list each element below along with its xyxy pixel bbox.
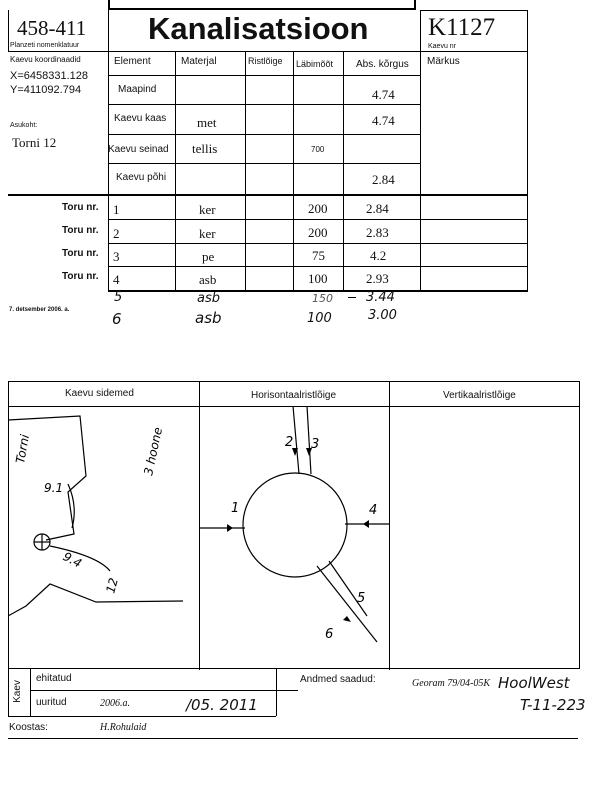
- hand-pipe-abs: 3.00: [368, 308, 397, 323]
- date-note: 7. detsember 2006. a.: [9, 307, 70, 313]
- data-source-label: Andmed saadud:: [300, 674, 376, 685]
- row-material: tellis: [192, 141, 218, 156]
- pipe-abs: 2.93: [366, 271, 389, 286]
- coord-x: X=6458331.128: [10, 70, 88, 82]
- hand-pipe-nr: 5: [114, 290, 123, 305]
- pipe-diameter: 75: [312, 248, 325, 263]
- pipe-diameter: 100: [308, 271, 328, 286]
- pipe-label: Toru nr.: [62, 202, 99, 213]
- surveyed-year: 2006.a.: [100, 698, 130, 709]
- col-notes: Märkus: [427, 56, 460, 67]
- sketch-label-distance: 9.4: [60, 549, 85, 571]
- hand-note: T-11-223: [520, 696, 586, 714]
- footer-side-label: Kaev: [11, 680, 23, 703]
- author-name: H.Rohulaid: [100, 722, 147, 733]
- row-element: Maapind: [118, 84, 157, 95]
- pipe-number: 5: [357, 591, 366, 606]
- coords-label: Kaevu koordinaadid: [10, 55, 81, 64]
- sketch-label-distance: 9.1: [44, 481, 64, 495]
- site-value: Torni 12: [12, 135, 57, 150]
- author-label: Koostas:: [9, 722, 48, 733]
- built-label: ehitatud: [36, 673, 72, 684]
- pipe-number: 3: [311, 437, 320, 452]
- flow-arrow: [363, 520, 369, 528]
- site-label: Asukoht:: [10, 122, 38, 129]
- pipe-number: 4: [369, 503, 378, 518]
- row-abs: 4.74: [372, 113, 395, 128]
- col-element: Element: [114, 56, 151, 67]
- well-number: K1127: [428, 14, 496, 41]
- hand-pipe-abs: 3.44: [366, 290, 395, 305]
- pipe-nr: 1: [113, 202, 120, 217]
- pipe-nr: 3: [113, 249, 120, 264]
- pipe-number: 6: [325, 627, 334, 642]
- page-title: Kanalisatsioon: [148, 11, 369, 46]
- sketch-label-distance: 12: [103, 576, 121, 595]
- record-card-top: [0, 0, 614, 340]
- flow-arrow: [227, 524, 233, 532]
- footer-panel: [8, 668, 586, 718]
- pipe-material: ker: [199, 226, 216, 241]
- hand-pipe-material: asb: [195, 309, 222, 327]
- col-material: Materjal: [181, 56, 217, 67]
- pipe-abs: 4.2: [370, 248, 387, 263]
- pipe-label: Toru nr.: [62, 225, 99, 236]
- surveyed-label: uuritud: [36, 697, 67, 708]
- road-edge: [8, 584, 183, 616]
- pipe-material: ker: [199, 202, 216, 217]
- coord-y: Y=411092.794: [10, 84, 82, 96]
- pipe-material: pe: [202, 249, 215, 264]
- pipe-line: [293, 406, 299, 474]
- pipe-abs: 2.84: [366, 201, 389, 216]
- well-number-label: Kaevu nr: [428, 43, 457, 50]
- row-element: Kaevu põhi: [116, 172, 167, 183]
- col-diameter: Läbimõõt: [296, 59, 334, 69]
- pipe-number: 1: [231, 501, 240, 516]
- row-diameter: 700: [311, 145, 325, 154]
- sketch-label-street: Torni: [13, 433, 33, 465]
- row-element: Kaevu kaas: [114, 113, 167, 124]
- pipe-label: Toru nr.: [62, 248, 99, 259]
- pipe-label: Toru nr.: [62, 271, 99, 282]
- row-abs: 2.84: [372, 172, 395, 187]
- row-material: met: [197, 115, 217, 130]
- sketch-label-building: 3 hoone: [141, 426, 166, 477]
- well-circle: [243, 473, 347, 577]
- row-abs: 4.74: [372, 87, 395, 102]
- hand-pipe-diameter: 150: [312, 292, 333, 305]
- pipe-abs: 2.83: [366, 225, 389, 240]
- hand-pipe-material: asb: [197, 291, 220, 306]
- hand-pipe-nr: 6: [112, 310, 122, 328]
- nomenclature-number: 458-411: [17, 16, 87, 40]
- flow-arrow: [343, 616, 351, 622]
- pipe-number: 2: [285, 435, 294, 450]
- hand-note: HoolWest: [498, 674, 570, 692]
- horizontal-section-drawing: [199, 406, 389, 668]
- pipe-diameter: 200: [308, 201, 328, 216]
- data-source: Georam 79/04-05K: [412, 678, 491, 689]
- connections-title: Kaevu sidemed: [65, 388, 134, 399]
- pipe-material: asb: [199, 272, 217, 287]
- pipe-nr: 2: [113, 226, 120, 241]
- nomenclature-label: Planzeti nomenklatuur: [10, 42, 80, 49]
- vertical-section-title: Vertikaalristlõige: [443, 390, 516, 401]
- surveyed-hand-date: /05. 2011: [186, 696, 258, 714]
- horizontal-section-title: Horisontaalristlõige: [251, 390, 337, 401]
- pipe-diameter: 200: [308, 225, 328, 240]
- col-cross: Ristlõige: [248, 56, 283, 66]
- pipe-nr: 4: [113, 272, 120, 287]
- location-sketch: [8, 406, 198, 668]
- hand-pipe-diameter: 100: [307, 311, 332, 326]
- col-abs: Abs. kõrgus: [356, 59, 409, 70]
- row-element: Kaevu seinad: [108, 144, 169, 155]
